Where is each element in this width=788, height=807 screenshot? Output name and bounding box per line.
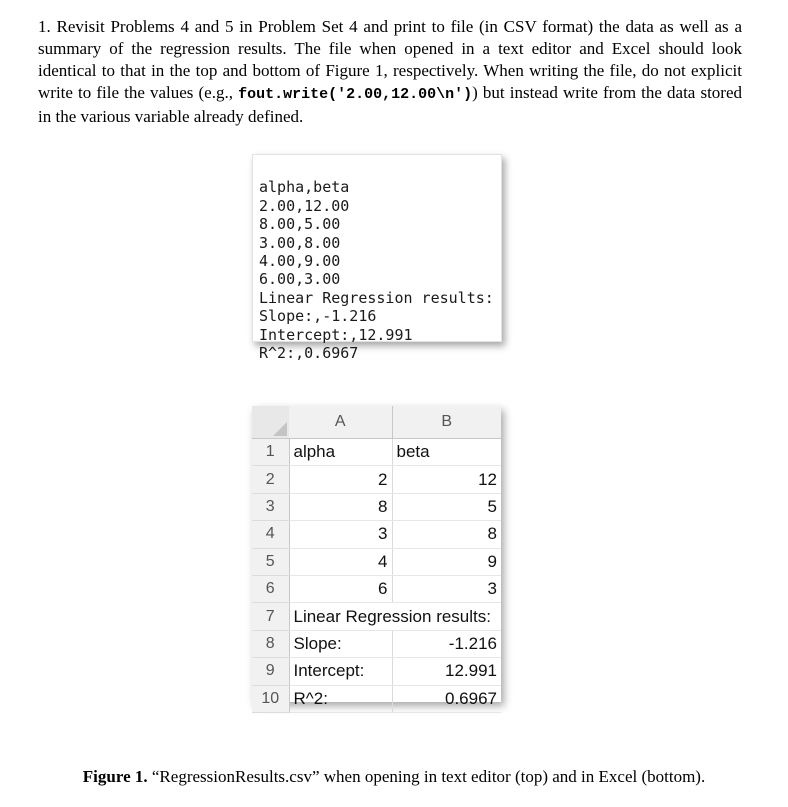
editor-line: 8.00,5.00 [259,215,341,234]
problem-text-2: ) but instead write from the data stored in the various variable already defined. [38,83,743,126]
editor-line: 2.00,12.00 [259,196,350,215]
row-number[interactable]: 9 [252,658,289,685]
table-row [252,685,501,712]
cell-a6[interactable]: 6 [289,575,392,602]
cell-a10[interactable]: R^2: [289,685,392,712]
cell-b2[interactable]: 12 [392,466,501,493]
column-header-a[interactable]: A [289,406,392,439]
excel-view [252,406,501,708]
row-number[interactable]: 1 [252,439,289,466]
row-number[interactable]: 6 [252,575,289,602]
cell-a9[interactable]: Intercept: [289,658,392,685]
cell-a8[interactable]: Slope: [289,630,392,657]
problem-statement [38,16,742,128]
table-row [252,493,501,520]
cell-b8[interactable]: -1.216 [392,630,501,657]
problem-text-1: 1. Revisit Problems 4 and 5 in Problem Set 4 and print to file (in CSV format) the data as well as a summary of the regression results. The file when opened in a text editor and Excel should look identical to that in the top and bottom of Figure 1, respectively. When writing the file, do not explicit write to file the values (e.g., [38,17,742,102]
cell-a4[interactable]: 3 [289,521,392,548]
editor-line: Intercept:,12.991 [259,325,413,344]
figure-caption-text: “RegressionResults.csv” when opening in text editor (top) and in Excel (bottom). [147,767,706,786]
row-number[interactable]: 4 [252,521,289,548]
figure-caption [0,767,788,787]
cell-a7[interactable]: Linear Regression results: [289,603,392,630]
table-row [252,439,501,466]
table-row [252,521,501,548]
cell-a5[interactable]: 4 [289,548,392,575]
table-row [252,658,501,685]
code-example: fout.write('2.00,12.00\n') [238,86,473,103]
cell-b4[interactable]: 8 [392,521,501,548]
cell-a3[interactable]: 8 [289,493,392,520]
spreadsheet-grid [252,406,501,713]
table-row [252,630,501,657]
row-number[interactable]: 3 [252,493,289,520]
editor-line: Linear Regression results: [259,288,494,307]
column-header-b[interactable]: B [392,406,501,439]
row-number[interactable]: 10 [252,685,289,712]
editor-line: 4.00,9.00 [259,252,341,271]
editor-line: 3.00,8.00 [259,233,341,252]
row-number[interactable]: 5 [252,548,289,575]
cell-a2[interactable]: 2 [289,466,392,493]
column-header-row [252,406,501,439]
editor-line: R^2:,0.6967 [259,344,359,363]
row-number[interactable]: 2 [252,466,289,493]
text-editor-view [252,154,502,363]
cell-b5[interactable]: 9 [392,548,501,575]
cell-b6[interactable]: 3 [392,575,501,602]
row-number[interactable]: 8 [252,630,289,657]
table-row [252,466,501,493]
figure-label: Figure 1. [82,767,148,786]
editor-line: alpha,beta [259,178,350,197]
editor-line: Slope:,-1.216 [259,307,377,326]
table-row [252,603,501,630]
cell-a1[interactable]: alpha [289,439,392,466]
cell-b3[interactable]: 5 [392,493,501,520]
cell-b9[interactable]: 12.991 [392,658,501,685]
cell-b1[interactable]: beta [392,439,501,466]
row-number[interactable]: 7 [252,603,289,630]
editor-line: 6.00,3.00 [259,270,341,289]
table-row [252,548,501,575]
table-row [252,575,501,602]
select-all-corner[interactable] [252,406,289,439]
cell-b10[interactable]: 0.6967 [392,685,501,712]
